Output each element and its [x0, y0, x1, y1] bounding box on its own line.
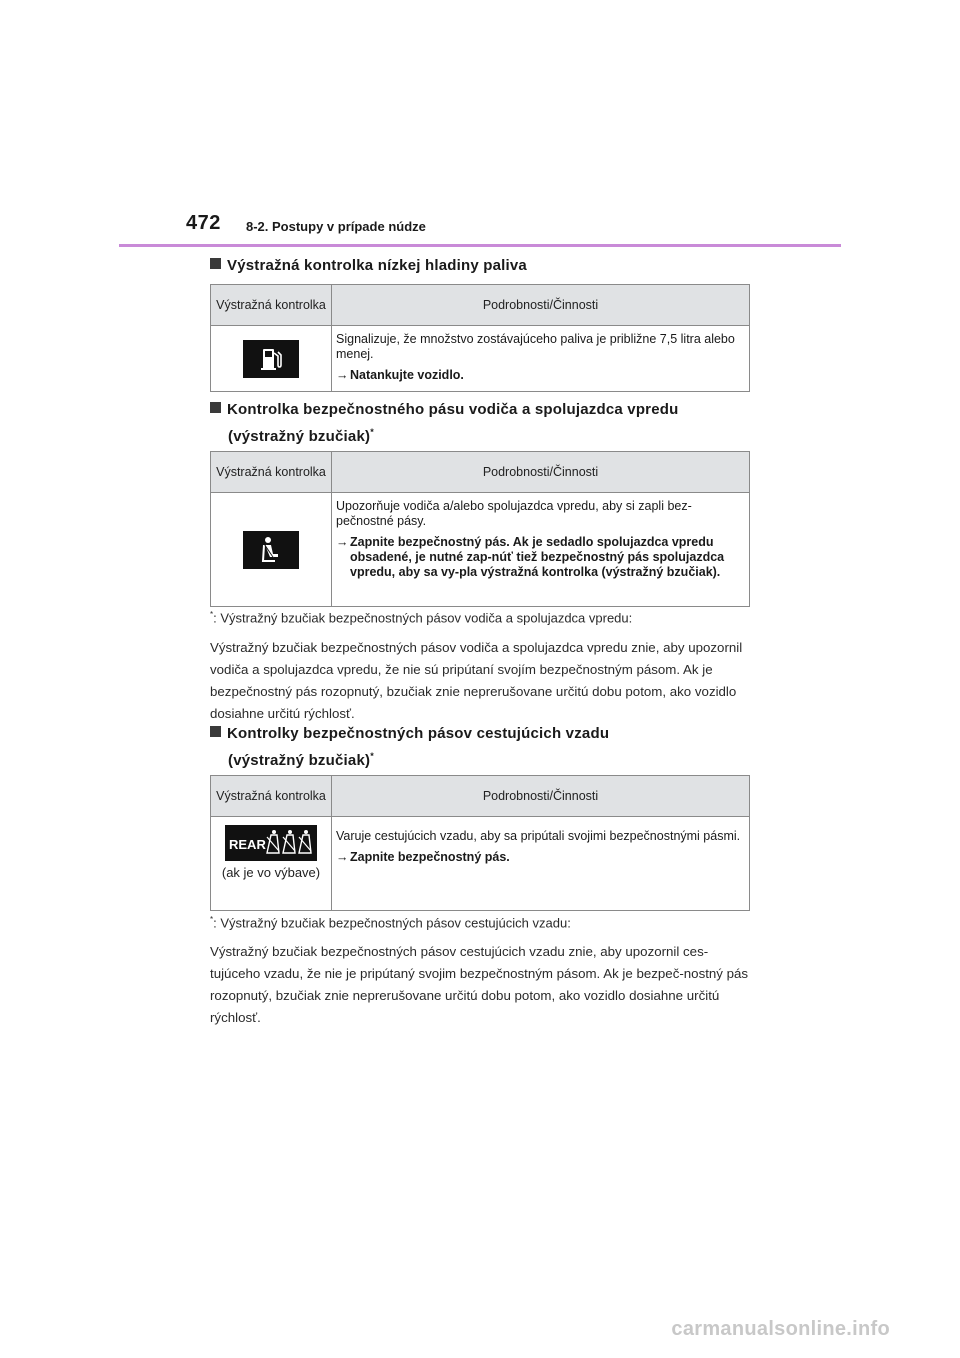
- table-front-seatbelt: [210, 451, 750, 607]
- details-cell: [332, 326, 750, 392]
- table-header-indicator: Výstražná kontrolka: [211, 285, 332, 326]
- details-cell: [332, 817, 750, 911]
- table-fuel-warning: [210, 284, 750, 392]
- description-text: Varuje cestujúcich vzadu, aby sa pripútali svojimi bezpečnostnými pásmi.: [336, 829, 741, 843]
- heading-front-seatbelt: Kontrolka bezpečnostného pásu vodiča a spolujazdca vpredu (výstražný bzučiak)*: [210, 398, 679, 448]
- square-bullet-icon: [210, 258, 221, 269]
- footnote-rear: *: Výstražný bzučiak bezpečnostných pásov cestujúcich vzadu:: [210, 915, 571, 931]
- square-bullet-icon: [210, 726, 221, 737]
- table-header-indicator: Výstražná kontrolka: [211, 452, 332, 493]
- description-text: Upozorňuje vodiča a/alebo spolujazdca vpredu, aby si zapli bez-pečnostné pásy.: [336, 499, 692, 528]
- icon-note: (ak je vo výbave): [221, 865, 321, 880]
- watermark: carmanualsonline.info: [671, 1318, 890, 1340]
- fuel-pump-icon: [243, 340, 299, 378]
- paragraph-rear: Výstražný bzučiak bezpečnostných pásov cestujúcich vzadu znie, aby upozornil ces-tujúceho vzadu, že nie je pripútaný svojim bezpečnostným pásom. Ak je bezpeč-nostný pás rozopnutý, bzučiak znie neprerušovane určitú dobu potom, ako vozidlo dosiahne určitú rýchlosť.: [210, 944, 749, 1025]
- indicator-cell: [211, 493, 332, 607]
- indicator-cell: [211, 326, 332, 392]
- footnote-front: *: Výstražný bzučiak bezpečnostných pásov vodiča a spolujazdca vpredu:: [210, 610, 633, 626]
- table-header-details: Podrobnosti/Činnosti: [332, 452, 750, 493]
- action-text: → Zapnite bezpečnostný pás. Ak je sedadlo spolujazdca vpredu obsadené, je nutné zap-núť tiež bezpečnostný pás spolujazdca vpredu, aby sa vy-pla výstražná kontrolka (výstražný bzučiak).: [336, 535, 725, 579]
- square-bullet-icon: [210, 402, 221, 413]
- rear-seatbelt-icon: [225, 825, 317, 861]
- table-header-details: Podrobnosti/Činnosti: [332, 776, 750, 817]
- heading-rear-seatbelt: Kontrolky bezpečnostných pásov cestujúcich vzadu (výstražný bzučiak)*: [210, 722, 609, 772]
- paragraph-front: Výstražný bzučiak bezpečnostných pásov vodiča a spolujazdca vpredu znie, aby upozornil vodiča a spolujazdca vpredu, že nie sú pripútaní svojím bezpečnostným pásom. Ak je bezpečnostný pás rozopnutý, bzučiak znie neprerušovane určitú dobu potom, ako vozidlo dosiahne určitú rýchlosť.: [210, 640, 743, 721]
- heading-fuel-warning: Výstražná kontrolka nízkej hladiny paliva: [210, 254, 527, 277]
- indicator-cell: [211, 817, 332, 911]
- action-text: → Natankujte vozidlo.: [336, 368, 464, 382]
- page-number: 472: [186, 212, 221, 234]
- table-rear-seatbelt: [210, 775, 750, 911]
- table-header-details: Podrobnosti/Činnosti: [332, 285, 750, 326]
- description-text: Signalizuje, že množstvo zostávajúceho paliva je približne 7,5 litra alebo menej.: [336, 332, 735, 361]
- section-title: 8-2. Postupy v prípade núdze: [246, 219, 426, 234]
- header-rule: [119, 244, 841, 247]
- rear-label-text: REAR: [229, 837, 266, 852]
- details-cell: [332, 493, 750, 607]
- table-header-indicator: Výstražná kontrolka: [211, 776, 332, 817]
- action-text: → Zapnite bezpečnostný pás.: [336, 850, 510, 864]
- seatbelt-icon: [243, 531, 299, 569]
